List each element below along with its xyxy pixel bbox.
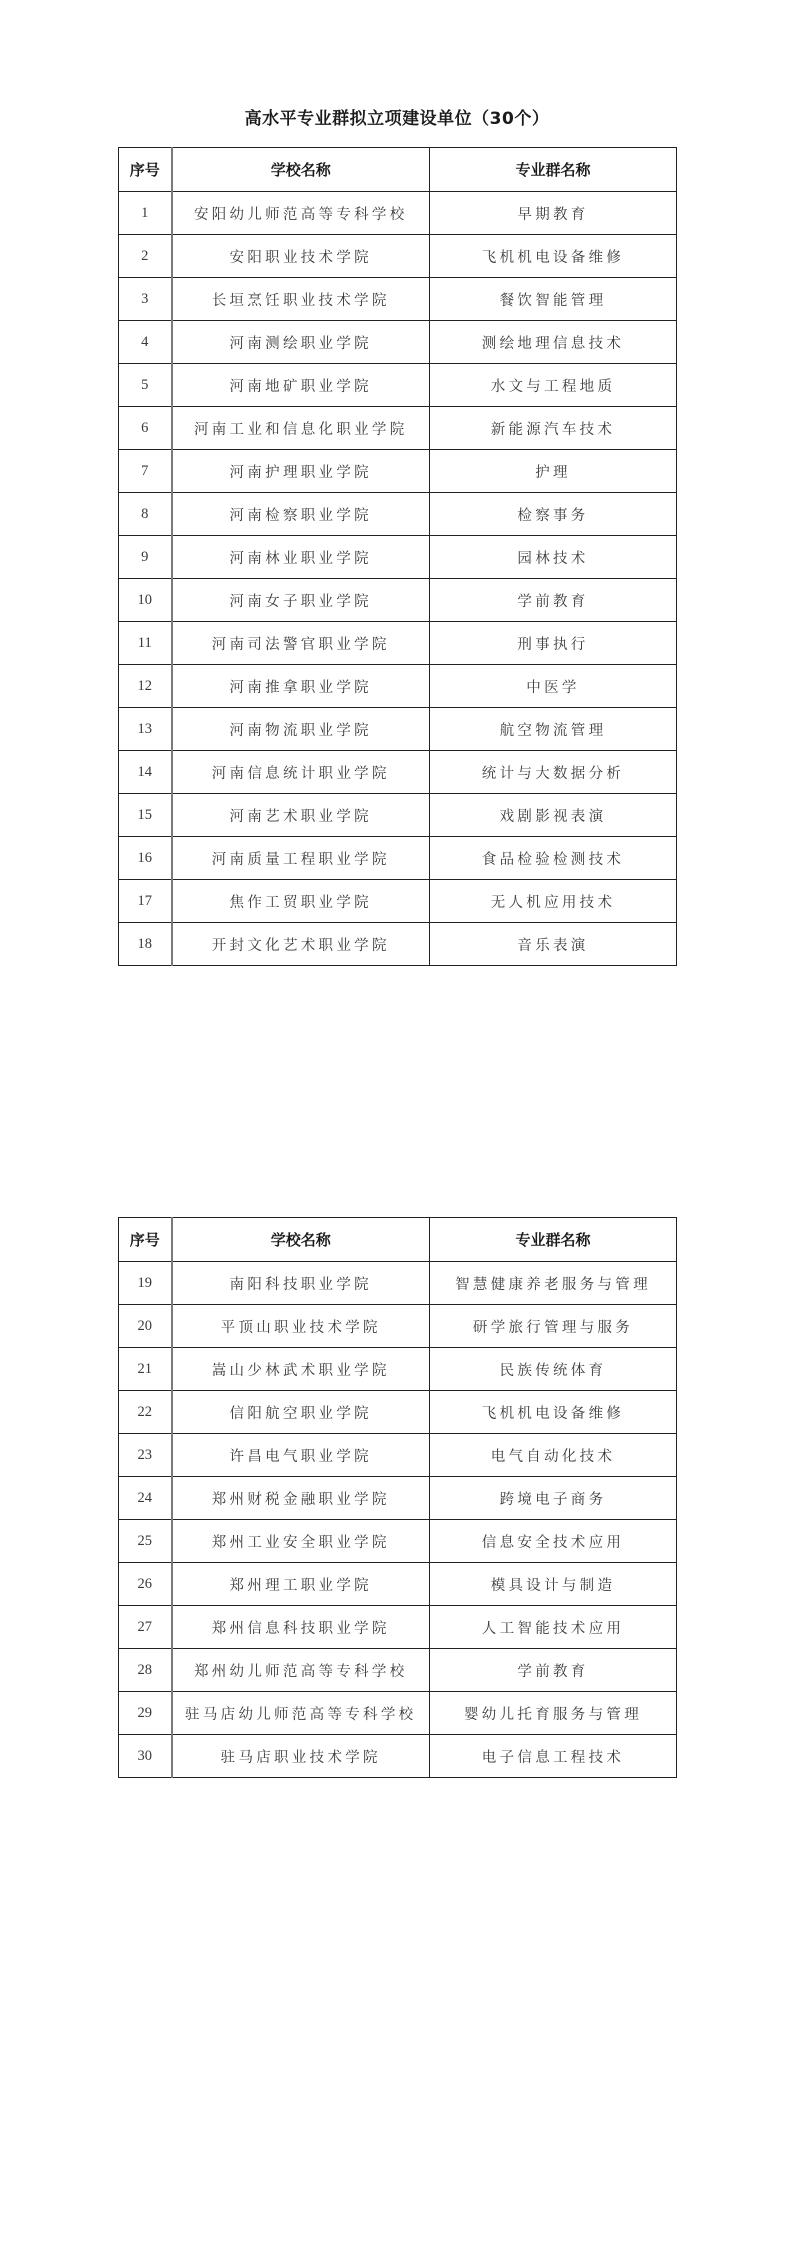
school-name: 郑州财税金融职业学院 <box>172 1477 430 1520</box>
header-major-group-name: 专业群名称 <box>430 1218 677 1262</box>
header-serial-number: 序号 <box>119 1218 172 1262</box>
document-title: 高水平专业群拟立项建设单位（30个） <box>244 109 550 129</box>
serial-number: 20 <box>119 1305 172 1348</box>
table-row <box>119 923 677 966</box>
serial-number: 28 <box>119 1649 172 1692</box>
major-group-name: 统计与大数据分析 <box>430 751 677 794</box>
serial-number: 16 <box>119 837 172 880</box>
serial-number: 12 <box>119 665 172 708</box>
major-group-name: 研学旅行管理与服务 <box>430 1305 677 1348</box>
major-group-name: 航空物流管理 <box>430 708 677 751</box>
major-group-name: 中医学 <box>430 665 677 708</box>
table-row <box>119 1348 677 1391</box>
school-name: 河南林业职业学院 <box>172 536 430 579</box>
table-row <box>119 880 677 923</box>
major-group-name: 智慧健康养老服务与管理 <box>430 1262 677 1305</box>
table-row <box>119 1305 677 1348</box>
major-group-name: 戏剧影视表演 <box>430 794 677 837</box>
serial-number: 24 <box>119 1477 172 1520</box>
serial-number: 1 <box>119 192 172 235</box>
serial-number: 27 <box>119 1606 172 1649</box>
serial-number: 11 <box>119 622 172 665</box>
major-group-name: 学前教育 <box>430 579 677 622</box>
school-name: 河南推拿职业学院 <box>172 665 430 708</box>
major-group-name: 学前教育 <box>430 1649 677 1692</box>
table-row <box>119 1606 677 1649</box>
table-row <box>119 1735 677 1778</box>
table-row <box>119 1434 677 1477</box>
table-row <box>119 235 677 278</box>
school-name: 驻马店幼儿师范高等专科学校 <box>172 1692 430 1735</box>
school-name: 信阳航空职业学院 <box>172 1391 430 1434</box>
school-name: 安阳幼儿师范高等专科学校 <box>172 192 430 235</box>
school-name: 驻马店职业技术学院 <box>172 1735 430 1778</box>
header-school-name: 学校名称 <box>172 1218 430 1262</box>
table-row <box>119 1649 677 1692</box>
school-name: 河南工业和信息化职业学院 <box>172 407 430 450</box>
major-group-name: 民族传统体育 <box>430 1348 677 1391</box>
school-name: 长垣烹饪职业技术学院 <box>172 278 430 321</box>
table-row <box>119 708 677 751</box>
header-serial-number: 序号 <box>119 148 172 192</box>
major-group-name: 飞机机电设备维修 <box>430 235 677 278</box>
school-name: 河南护理职业学院 <box>172 450 430 493</box>
school-name: 河南物流职业学院 <box>172 708 430 751</box>
major-group-name: 园林技术 <box>430 536 677 579</box>
school-name: 郑州理工职业学院 <box>172 1563 430 1606</box>
school-name: 嵩山少林武术职业学院 <box>172 1348 430 1391</box>
school-name: 南阳科技职业学院 <box>172 1262 430 1305</box>
major-group-name: 信息安全技术应用 <box>430 1520 677 1563</box>
serial-number: 19 <box>119 1262 172 1305</box>
school-name: 河南女子职业学院 <box>172 579 430 622</box>
school-name: 河南测绘职业学院 <box>172 321 430 364</box>
serial-number: 30 <box>119 1735 172 1778</box>
serial-number: 15 <box>119 794 172 837</box>
serial-number: 6 <box>119 407 172 450</box>
table-row <box>119 837 677 880</box>
school-name: 河南质量工程职业学院 <box>172 837 430 880</box>
major-group-name: 测绘地理信息技术 <box>430 321 677 364</box>
school-name: 河南地矿职业学院 <box>172 364 430 407</box>
serial-number: 10 <box>119 579 172 622</box>
school-name: 开封文化艺术职业学院 <box>172 923 430 966</box>
serial-number: 14 <box>119 751 172 794</box>
major-group-name: 餐饮智能管理 <box>430 278 677 321</box>
table-row <box>119 579 677 622</box>
table-row <box>119 794 677 837</box>
table-row <box>119 1520 677 1563</box>
major-group-name: 护理 <box>430 450 677 493</box>
major-group-name: 检察事务 <box>430 493 677 536</box>
school-name: 安阳职业技术学院 <box>172 235 430 278</box>
school-name: 河南检察职业学院 <box>172 493 430 536</box>
major-group-name: 电子信息工程技术 <box>430 1735 677 1778</box>
table-row <box>119 1262 677 1305</box>
serial-number: 22 <box>119 1391 172 1434</box>
table-row <box>119 407 677 450</box>
serial-number: 8 <box>119 493 172 536</box>
table-row <box>119 1391 677 1434</box>
serial-number: 18 <box>119 923 172 966</box>
serial-number: 21 <box>119 1348 172 1391</box>
major-group-name: 模具设计与制造 <box>430 1563 677 1606</box>
serial-number: 23 <box>119 1434 172 1477</box>
school-name: 郑州信息科技职业学院 <box>172 1606 430 1649</box>
major-group-name: 食品检验检测技术 <box>430 837 677 880</box>
major-group-name: 刑事执行 <box>430 622 677 665</box>
serial-number: 13 <box>119 708 172 751</box>
table-row <box>119 278 677 321</box>
table-header-row <box>119 148 677 192</box>
school-name: 河南司法警官职业学院 <box>172 622 430 665</box>
table-row <box>119 1477 677 1520</box>
school-name: 焦作工贸职业学院 <box>172 880 430 923</box>
table-header-row <box>119 1218 677 1262</box>
serial-number: 2 <box>119 235 172 278</box>
serial-number: 26 <box>119 1563 172 1606</box>
table-row <box>119 364 677 407</box>
serial-number: 9 <box>119 536 172 579</box>
school-name: 河南艺术职业学院 <box>172 794 430 837</box>
table-row <box>119 665 677 708</box>
serial-number: 17 <box>119 880 172 923</box>
serial-number: 7 <box>119 450 172 493</box>
units-table-part-2 <box>118 1217 677 1778</box>
major-group-name: 人工智能技术应用 <box>430 1606 677 1649</box>
school-name: 郑州工业安全职业学院 <box>172 1520 430 1563</box>
serial-number: 4 <box>119 321 172 364</box>
school-name: 平顶山职业技术学院 <box>172 1305 430 1348</box>
header-school-name: 学校名称 <box>172 148 430 192</box>
major-group-name: 无人机应用技术 <box>430 880 677 923</box>
major-group-name: 水文与工程地质 <box>430 364 677 407</box>
table-row <box>119 192 677 235</box>
table-row <box>119 321 677 364</box>
school-name: 许昌电气职业学院 <box>172 1434 430 1477</box>
header-major-group-name: 专业群名称 <box>430 148 677 192</box>
serial-number: 25 <box>119 1520 172 1563</box>
major-group-name: 早期教育 <box>430 192 677 235</box>
serial-number: 5 <box>119 364 172 407</box>
major-group-name: 电气自动化技术 <box>430 1434 677 1477</box>
units-table-part-1 <box>118 147 677 966</box>
school-name: 郑州幼儿师范高等专科学校 <box>172 1649 430 1692</box>
major-group-name: 飞机机电设备维修 <box>430 1391 677 1434</box>
major-group-name: 跨境电子商务 <box>430 1477 677 1520</box>
table-row <box>119 493 677 536</box>
table-row <box>119 450 677 493</box>
table-row <box>119 1692 677 1735</box>
table-row <box>119 622 677 665</box>
table-row <box>119 751 677 794</box>
table-row <box>119 1563 677 1606</box>
serial-number: 29 <box>119 1692 172 1735</box>
serial-number: 3 <box>119 278 172 321</box>
major-group-name: 新能源汽车技术 <box>430 407 677 450</box>
major-group-name: 音乐表演 <box>430 923 677 966</box>
major-group-name: 婴幼儿托育服务与管理 <box>430 1692 677 1735</box>
table-row <box>119 536 677 579</box>
school-name: 河南信息统计职业学院 <box>172 751 430 794</box>
